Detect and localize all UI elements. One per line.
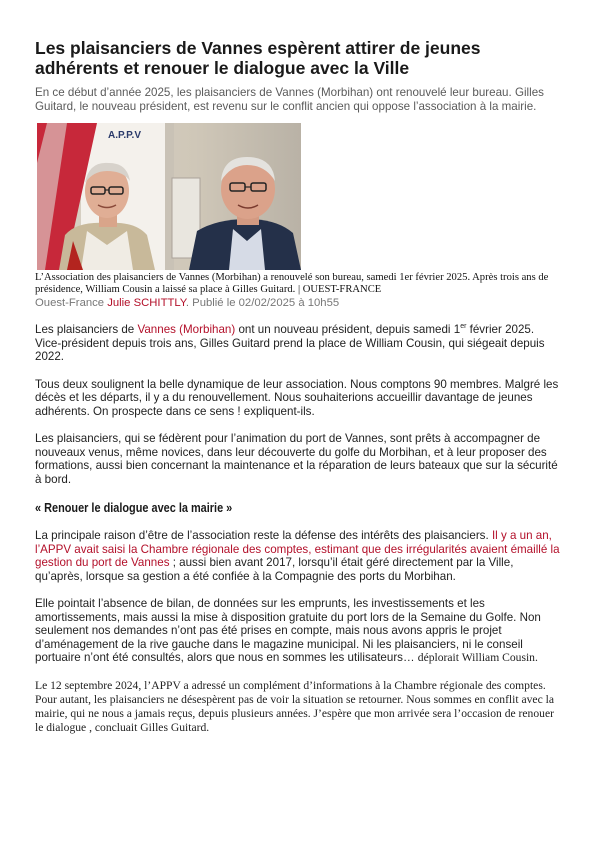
article-byline bbox=[35, 296, 560, 310]
paragraph-4 bbox=[35, 529, 560, 583]
paragraph-5-text-a: Elle pointait l’absence de bilan, de données sur les emprunts, les investissements et les amortissements, mais aussi la mise à disposition gratuite du port lors de la Semaine du Golfe. Non seulement nos demandes n’ont pas été prises en compte, mais nous avons appris le projet d’aménagement de la rive gauche dans le magazine municipal. Ni les plaisanciers, ni le conseil portuaire n’ont été consultés, alors que nous en sommes les utilisateurs… bbox=[35, 597, 541, 664]
link-appv-chambre[interactable]: Il y a un an, l’APPV avait saisi la Chambre régionale des comptes, estimant que des irrégularités avaient émaillé la gestion du port de Vannes bbox=[35, 529, 560, 569]
paragraph-2: Tous deux soulignent la belle dynamique de leur association. Nous comptons 90 membres. Malgré les décès et les départs, il y a du renouvellement. Nous souhaiterions accueillir davantage de jeunes adhérents. On prospecte dans ce sens ! expliquent-ils. bbox=[35, 377, 559, 418]
paragraph-5 bbox=[35, 597, 560, 665]
paragraph-1-text-b: ont un nouveau président, depuis samedi 1 bbox=[235, 323, 461, 336]
byline-author[interactable]: Julie SCHITTLY bbox=[107, 297, 186, 309]
paragraph-3: Les plaisanciers, qui se fédèrent pour l’animation du port de Vannes, sont prêts à accompagner de nouveaux venus, même novices, dans leur découverte du golfe du Morbihan, et à leur proposer des formations, aussi bien concernant la maintenance et la réparation de leurs bateaux que sur la sécurité à bord. bbox=[35, 432, 558, 486]
byline-date: . Publié le 02/02/2025 à 10h55 bbox=[185, 297, 340, 309]
paragraph-6: Le 12 septembre 2024, l’APPV a adressé un complément d’informations à la Chambre régionale des comptes. Pour autant, les plaisanciers ne désespèrent pas de voir la situation se retourner. Nous sommes en conflit avec la mairie, qui ne nous a jamais reçus, depuis plusieurs années. J’espère que mon arrivée sera l’occasion de renouer le dialogue , concluait Gilles Guitard. bbox=[35, 678, 554, 734]
section-subheading: « Renouer le dialogue avec la mairie » bbox=[35, 500, 233, 515]
paragraph-4-text-a: La principale raison d’être de l’association reste la défense des intérêts des plaisanciers. bbox=[35, 529, 492, 542]
banner-text: A.P.P.V bbox=[108, 130, 141, 141]
paragraph-1 bbox=[35, 323, 560, 364]
photo-two-men bbox=[37, 123, 301, 270]
paragraph-5-text-b: déplorait William Cousin. bbox=[417, 651, 538, 664]
paragraph-1-text-a: Les plaisanciers de bbox=[35, 323, 138, 336]
article bbox=[35, 38, 560, 735]
paragraph-4-text-b: ; aussi bien avant 2017, lorsqu’il était géré directement par la Ville, qu’après, lorsque sa gestion a été confiée à la Compagnie des ports du Morbihan. bbox=[35, 556, 514, 583]
byline-source: Ouest-France bbox=[35, 297, 105, 309]
article-chapo: En ce début d’année 2025, les plaisanciers de Vannes (Morbihan) ont renouvelé leur bureau. Gilles Guitard, le nouveau président, est revenu sur le conflit ancien qui oppose l’association à la mairie. bbox=[35, 86, 544, 113]
photo-caption: L’Association des plaisanciers de Vannes (Morbihan) a renouvelé son bureau, samedi 1er février 2025. Après trois ans de présidence, William Cousin a laissé sa place à Gilles Guitard. | OUEST-FRANCE bbox=[35, 272, 549, 295]
article-photo bbox=[37, 123, 301, 270]
link-vannes[interactable]: Vannes (Morbihan) bbox=[137, 323, 236, 336]
paragraph-1-text-c: février 2025. Vice-président depuis trois ans, Gilles Guitard prend la place de William Cousin, qui siégeait depuis 2022. bbox=[35, 323, 545, 363]
article-headline: Les plaisanciers de Vannes espèrent attirer de jeunes adhérents et renouer le dialogue avec la Ville bbox=[35, 38, 481, 78]
superscript-er: er bbox=[460, 323, 467, 331]
